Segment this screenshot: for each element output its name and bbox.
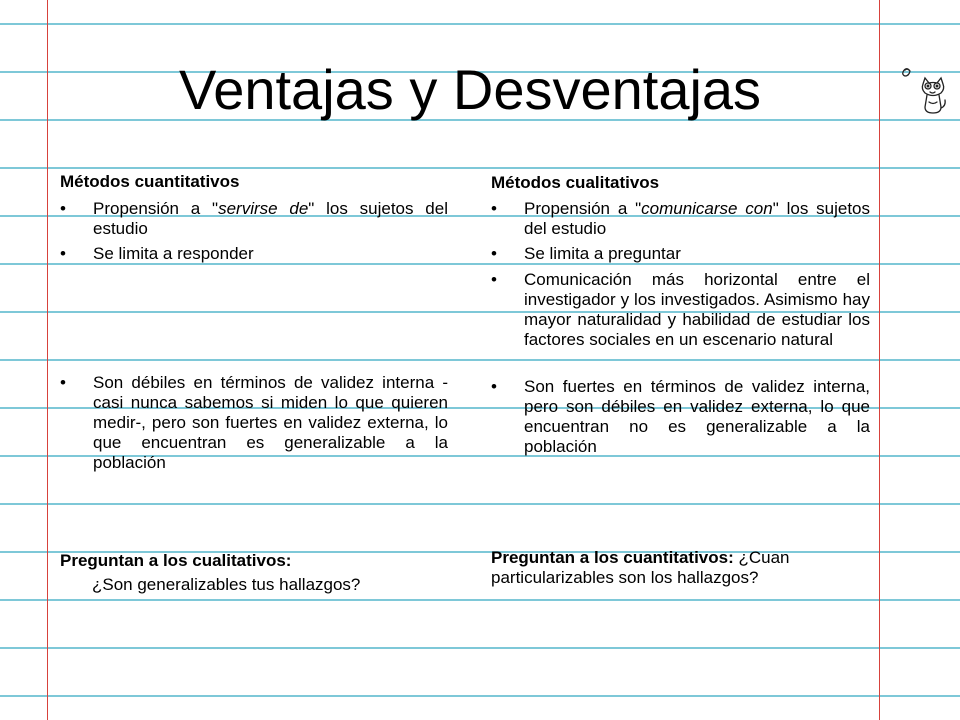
- qualitative-bullet-validity: • Son fuertes en términos de validez interna, pero son débiles en validez externa, lo que encuentran no es generalizable a la población: [491, 377, 870, 457]
- slide-title: Ventajas y Desventajas: [178, 58, 762, 121]
- qualitative-question: [491, 548, 870, 588]
- qualitative-bullet-limit: • Se limita a preguntar: [491, 244, 870, 264]
- quantitative-bullet-limit: • Se limita a responder: [60, 244, 448, 264]
- qualitative-bullet-propension: • Propensión a "comunicarse con" los sujetos del estudio: [491, 199, 870, 239]
- quantitative-question-label: Preguntan a los cualitativos:: [60, 551, 292, 570]
- quantitative-heading: Métodos cuantitativos: [60, 172, 240, 191]
- qualitative-bullet-communication: • Comunicación más horizontal entre el investigador y los investigados. Asimismo hay mayor naturalidad y habilidad de estudiar los factores sociales en un escenario natural: [491, 270, 870, 350]
- quantitative-question-text: ¿Son generalizables tus hallazgos?: [92, 575, 361, 594]
- qualitative-question-label: Preguntan a los cuantitativos:: [491, 548, 734, 567]
- qualitative-question-text: ¿Cuan particularizables son los hallazgos?: [491, 548, 790, 587]
- qualitative-heading: Métodos cualitativos: [491, 173, 660, 192]
- quantitative-question: [60, 551, 448, 594]
- quantitative-bullet-validity: • Son débiles en términos de validez interna -casi nunca sabemos si miden lo que quieren medir-, pero son fuertes en validez externa, lo que encuentran es generalizable a la población: [60, 373, 448, 473]
- quantitative-bullet-propension: • Propensión a "servirse de" los sujetos del estudio: [60, 199, 448, 239]
- cat-doodle-icon: [893, 62, 947, 120]
